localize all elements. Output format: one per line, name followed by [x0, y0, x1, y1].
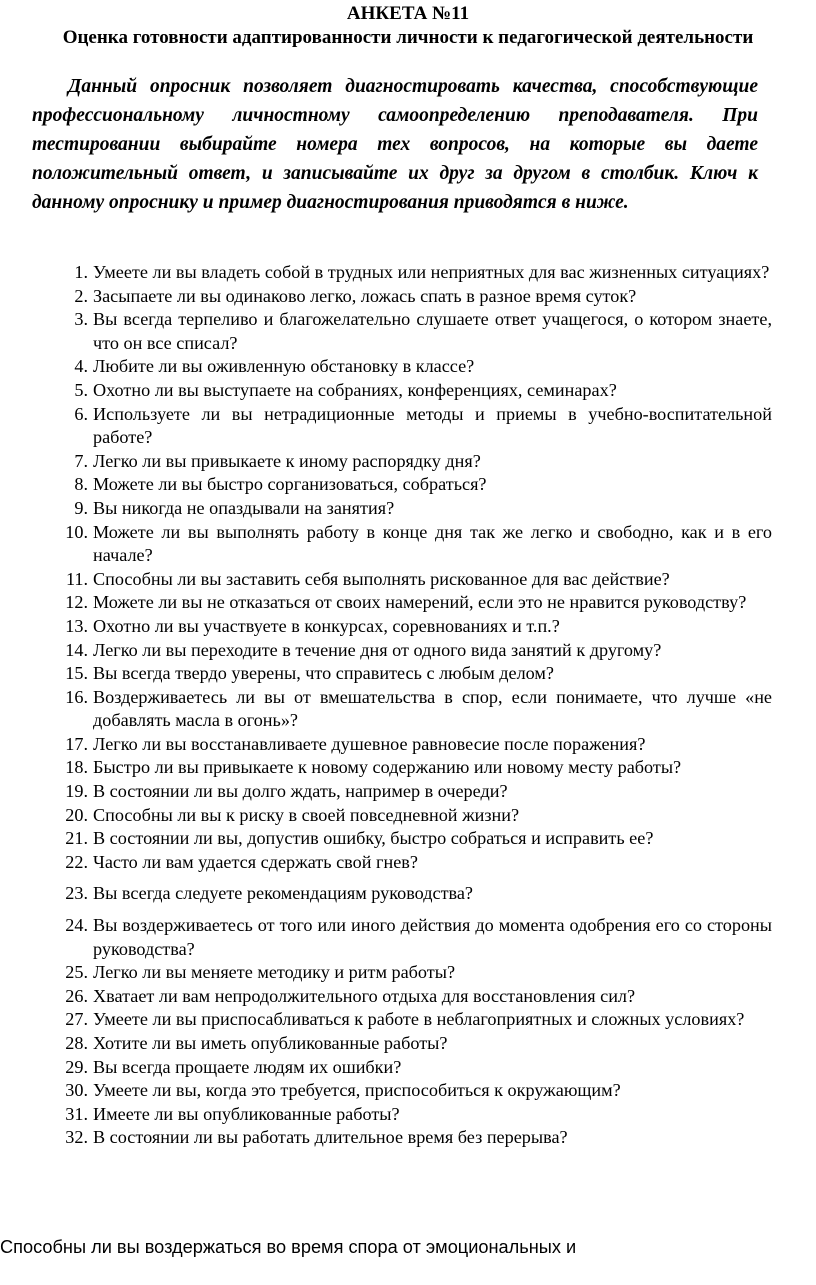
question-text: Можете ли вы быстро сорганизоваться, собраться?: [93, 474, 487, 495]
question-number: 20.: [65, 804, 88, 825]
question-text: Хотите ли вы иметь опубликованные работы?: [93, 1033, 448, 1053]
question-text: Легко ли вы переходите в течение дня от одного вида занятий к другому?: [93, 639, 662, 660]
question-item: [56, 285, 772, 309]
question-item: [56, 662, 772, 686]
question-text: Имеете ли вы опубликованные работы?: [93, 1103, 400, 1124]
question-number: 19.: [65, 781, 88, 802]
question-text: Можете ли вы выполнять работу в конце дня так же легко и свободно, как и в его начале?: [93, 521, 772, 566]
question-item: [56, 308, 772, 355]
question-number: 21.: [65, 828, 88, 849]
page-subtitle: Оценка готовности адаптированности личности к педагогической деятельности: [62, 27, 754, 48]
question-item: [56, 804, 772, 828]
question-list: [56, 261, 772, 1150]
question-item: [56, 521, 772, 568]
question-item: [56, 379, 772, 403]
question-item: [56, 1126, 772, 1150]
question-text: В состоянии ли вы работать длительное время без перерыва?: [93, 1127, 568, 1148]
question-number: 27.: [65, 1009, 88, 1030]
question-number: 8.: [74, 474, 88, 495]
question-item: [56, 882, 772, 906]
question-item: [56, 355, 772, 379]
question-text: Умеете ли вы, когда это требуется, приспособиться к окружающим?: [93, 1080, 621, 1101]
question-text: Вы всегда следуете рекомендациям руководства?: [93, 883, 474, 904]
question-item: [56, 851, 772, 875]
question-item: [56, 568, 772, 592]
question-number: 10.: [65, 521, 88, 542]
question-number: 28.: [65, 1033, 88, 1053]
question-number: 22.: [65, 851, 88, 872]
question-number: 2.: [74, 285, 88, 306]
question-text: Вы никогда не опаздывали на занятия?: [93, 497, 395, 518]
question-item: [56, 780, 772, 804]
question-text: В состоянии ли вы, допустив ошибку, быстро собраться и исправить ее?: [93, 828, 654, 849]
question-number: 4.: [74, 356, 88, 377]
question-text: Умеете ли вы приспосабливаться к работе в неблагоприятных и сложных условиях?: [93, 1009, 745, 1030]
question-item: [56, 591, 772, 615]
question-item: [56, 1056, 772, 1080]
question-item: [56, 961, 772, 985]
question-number: 5.: [74, 379, 88, 400]
question-number: 3.: [74, 309, 88, 330]
question-text: Вы всегда терпеливо и благожелательно слушаете ответ учащегося, о котором знаете, что он все списал?: [93, 309, 772, 353]
question-number: 32.: [65, 1127, 88, 1148]
page-title: АНКЕТА №11: [346, 3, 470, 24]
question-text: Легко ли вы привыкаете к иному распорядку дня?: [93, 450, 481, 471]
question-item: [56, 914, 772, 961]
question-item: [56, 1103, 772, 1127]
question-number: 9.: [74, 497, 88, 518]
question-item: [56, 1008, 772, 1032]
question-text: Легко ли вы восстанавливаете душевное равновесие после поражения?: [93, 733, 646, 754]
question-number: 23.: [65, 883, 88, 904]
question-item: [56, 827, 772, 851]
question-text: Воздерживаетесь ли вы от вмешательства в спор, если понимаете, что лучше «не добавлять масла в огонь»?: [93, 686, 772, 731]
question-text: Способны ли вы заставить себя выполнять рискованное для вас действие?: [93, 568, 670, 589]
question-number: 24.: [65, 915, 88, 936]
question-text: Быстро ли вы привыкаете к новому содержанию или новому месту работы?: [93, 757, 682, 778]
question-text: Вы воздерживаетесь от того или иного действия до момента одобрения его со стороны руководства?: [93, 915, 772, 959]
question-number: 25.: [65, 962, 88, 983]
question-number: 30.: [65, 1080, 88, 1101]
question-number: 12.: [65, 592, 88, 613]
question-number: 11.: [65, 568, 88, 589]
question-item: [56, 473, 772, 497]
question-text: Любите ли вы оживленную обстановку в классе?: [93, 356, 475, 377]
question-text: Засыпаете ли вы одинаково легко, ложась спать в разное время суток?: [93, 285, 637, 306]
question-number: 16.: [65, 686, 88, 707]
question-text: Охотно ли вы выступаете на собраниях, конференциях, семинарах?: [93, 379, 617, 400]
question-text: Способны ли вы к риску в своей повседневной жизни?: [93, 804, 520, 825]
question-number: 6.: [74, 403, 88, 424]
question-item: [56, 639, 772, 663]
question-item: [56, 450, 772, 474]
question-number: 13.: [65, 615, 88, 636]
question-item: [56, 1079, 772, 1103]
question-text: Вы всегда твердо уверены, что справитесь с любым делом?: [93, 663, 555, 684]
continued-question-text: Способны ли вы воздержаться во время спора от эмоциональных и: [0, 1237, 577, 1257]
question-text: Умеете ли вы владеть собой в трудных или неприятных для вас жизненных ситуациях?: [93, 262, 770, 282]
question-number: 17.: [65, 733, 88, 754]
question-number: 7.: [74, 450, 88, 471]
question-number: 15.: [65, 663, 88, 684]
intro-paragraph: Данный опросник позволяет диагностировать качества, способствующие профессиональному личностному самоопределению преподавателя. При тестировании выбирайте номера тех вопросов, на которые вы даете положительный ответ, и записывайте их друг за другом в столбик. Ключ к данному опроснику и пример диагностирования приводятся в ниже.: [32, 76, 758, 213]
question-item: [56, 733, 772, 757]
question-text: Используете ли вы нетрадиционные методы и приемы в учебно-воспитательной работе?: [93, 403, 772, 448]
question-item: [56, 686, 772, 733]
question-number: 1.: [74, 262, 88, 282]
question-text: Хватает ли вам непродолжительного отдыха для восстановления сил?: [93, 985, 636, 1006]
question-text: Вы всегда прощаете людям их ошибки?: [93, 1056, 402, 1077]
question-text: Можете ли вы не отказаться от своих намерений, если это не нравится руководству?: [93, 592, 747, 613]
question-number: 26.: [65, 985, 88, 1006]
question-item: [56, 1032, 772, 1056]
question-item: [56, 261, 772, 285]
question-item: [56, 497, 772, 521]
question-text: Часто ли вам удается сдержать свой гнев?: [93, 851, 418, 872]
question-item: [56, 985, 772, 1009]
question-text: В состоянии ли вы долго ждать, например в очереди?: [93, 781, 508, 802]
question-text: Легко ли вы меняете методику и ритм работы?: [93, 962, 456, 983]
question-item: [56, 615, 772, 639]
question-number: 29.: [65, 1056, 88, 1077]
question-number: 18.: [65, 757, 88, 778]
question-number: 31.: [65, 1103, 88, 1124]
question-number: 14.: [65, 639, 88, 660]
question-text: Охотно ли вы участвуете в конкурсах, соревнованиях и т.п.?: [93, 615, 560, 636]
question-item: [56, 756, 772, 780]
question-item: [56, 403, 772, 450]
